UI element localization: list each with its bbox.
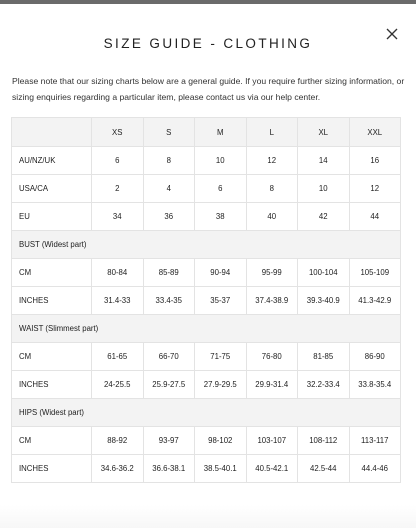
region-row: [12, 147, 401, 175]
size-value-cell: 16: [349, 147, 401, 175]
header-cell: XXL: [349, 118, 401, 147]
row-label: INCHES: [12, 371, 92, 399]
size-value-cell: 98-102: [195, 427, 247, 455]
size-value-cell: 33.8-35.4: [349, 371, 401, 399]
size-value-cell: 8: [143, 147, 195, 175]
size-value-cell: 35-37: [195, 287, 247, 315]
section-header-row: [12, 399, 401, 427]
size-value-cell: 88-92: [92, 427, 144, 455]
size-value-cell: 44: [349, 203, 401, 231]
header-cell: XL: [298, 118, 350, 147]
row-label: AU/NZ/UK: [12, 147, 92, 175]
size-value-cell: 34.6-36.2: [92, 455, 144, 483]
size-value-cell: 93-97: [143, 427, 195, 455]
size-value-cell: 6: [92, 147, 144, 175]
modal-title: SIZE GUIDE - CLOTHING: [103, 36, 313, 51]
size-value-cell: 31.4-33: [92, 287, 144, 315]
top-bar: [0, 0, 416, 4]
size-value-cell: 80-84: [92, 259, 144, 287]
size-value-cell: 103-107: [246, 427, 298, 455]
section-title: HIPS (Widest part): [12, 399, 401, 427]
size-value-cell: 81-85: [298, 343, 350, 371]
size-value-cell: 86-90: [349, 343, 401, 371]
close-button[interactable]: [384, 26, 400, 42]
size-value-cell: 90-94: [195, 259, 247, 287]
size-value-cell: 2: [92, 175, 144, 203]
size-value-cell: 29.9-31.4: [246, 371, 298, 399]
section-title: WAIST (Slimmest part): [12, 315, 401, 343]
size-value-cell: 108-112: [298, 427, 350, 455]
header-cell: [12, 118, 92, 147]
row-label: INCHES: [12, 455, 92, 483]
header-cell: M: [195, 118, 247, 147]
size-value-cell: 76-80: [246, 343, 298, 371]
header-cell: L: [246, 118, 298, 147]
header-cell: S: [143, 118, 195, 147]
size-value-cell: 95-99: [246, 259, 298, 287]
size-value-cell: 37.4-38.9: [246, 287, 298, 315]
region-row: [12, 175, 401, 203]
section-title: BUST (Widest part): [12, 231, 401, 259]
size-value-cell: 34: [92, 203, 144, 231]
bottom-fade: [0, 505, 416, 528]
row-label: CM: [12, 343, 92, 371]
size-value-cell: 38.5-40.1: [195, 455, 247, 483]
size-value-cell: 42: [298, 203, 350, 231]
row-label: CM: [12, 259, 92, 287]
size-value-cell: 36: [143, 203, 195, 231]
measurement-row: [12, 455, 401, 483]
row-label: EU: [12, 203, 92, 231]
row-label: CM: [12, 427, 92, 455]
size-value-cell: 10: [195, 147, 247, 175]
close-icon: [384, 26, 400, 42]
size-value-cell: 42.5-44: [298, 455, 350, 483]
section-header-row: [12, 315, 401, 343]
size-value-cell: 85-89: [143, 259, 195, 287]
size-value-cell: 39.3-40.9: [298, 287, 350, 315]
size-value-cell: 25.9-27.5: [143, 371, 195, 399]
size-value-cell: 32.2-33.4: [298, 371, 350, 399]
size-value-cell: 36.6-38.1: [143, 455, 195, 483]
size-value-cell: 24-25.5: [92, 371, 144, 399]
size-value-cell: 40: [246, 203, 298, 231]
size-value-cell: 27.9-29.5: [195, 371, 247, 399]
size-value-cell: 66-70: [143, 343, 195, 371]
size-value-cell: 10: [298, 175, 350, 203]
size-value-cell: 12: [349, 175, 401, 203]
size-value-cell: 44.4-46: [349, 455, 401, 483]
header-row: [12, 118, 401, 147]
section-header-row: [12, 231, 401, 259]
size-value-cell: 71-75: [195, 343, 247, 371]
measurement-row: [12, 427, 401, 455]
size-value-cell: 14: [298, 147, 350, 175]
size-value-cell: 41.3-42.9: [349, 287, 401, 315]
measurement-row: [12, 371, 401, 399]
size-value-cell: 105-109: [349, 259, 401, 287]
size-value-cell: 100-104: [298, 259, 350, 287]
measurement-row: [12, 259, 401, 287]
size-value-cell: 4: [143, 175, 195, 203]
measurement-row: [12, 343, 401, 371]
measurement-row: [12, 287, 401, 315]
size-value-cell: 8: [246, 175, 298, 203]
size-table: [11, 117, 401, 483]
size-value-cell: 33.4-35: [143, 287, 195, 315]
row-label: USA/CA: [12, 175, 92, 203]
row-label: INCHES: [12, 287, 92, 315]
size-value-cell: 38: [195, 203, 247, 231]
header-cell: XS: [92, 118, 144, 147]
size-value-cell: 113-117: [349, 427, 401, 455]
size-value-cell: 6: [195, 175, 247, 203]
region-row: [12, 203, 401, 231]
size-value-cell: 40.5-42.1: [246, 455, 298, 483]
size-value-cell: 12: [246, 147, 298, 175]
size-guide-note: Please note that our sizing charts below are a general guide. If you require further sizing information, or sizing enquiries regarding a particular item, please contact us via our help center.: [12, 76, 405, 102]
size-value-cell: 61-65: [92, 343, 144, 371]
